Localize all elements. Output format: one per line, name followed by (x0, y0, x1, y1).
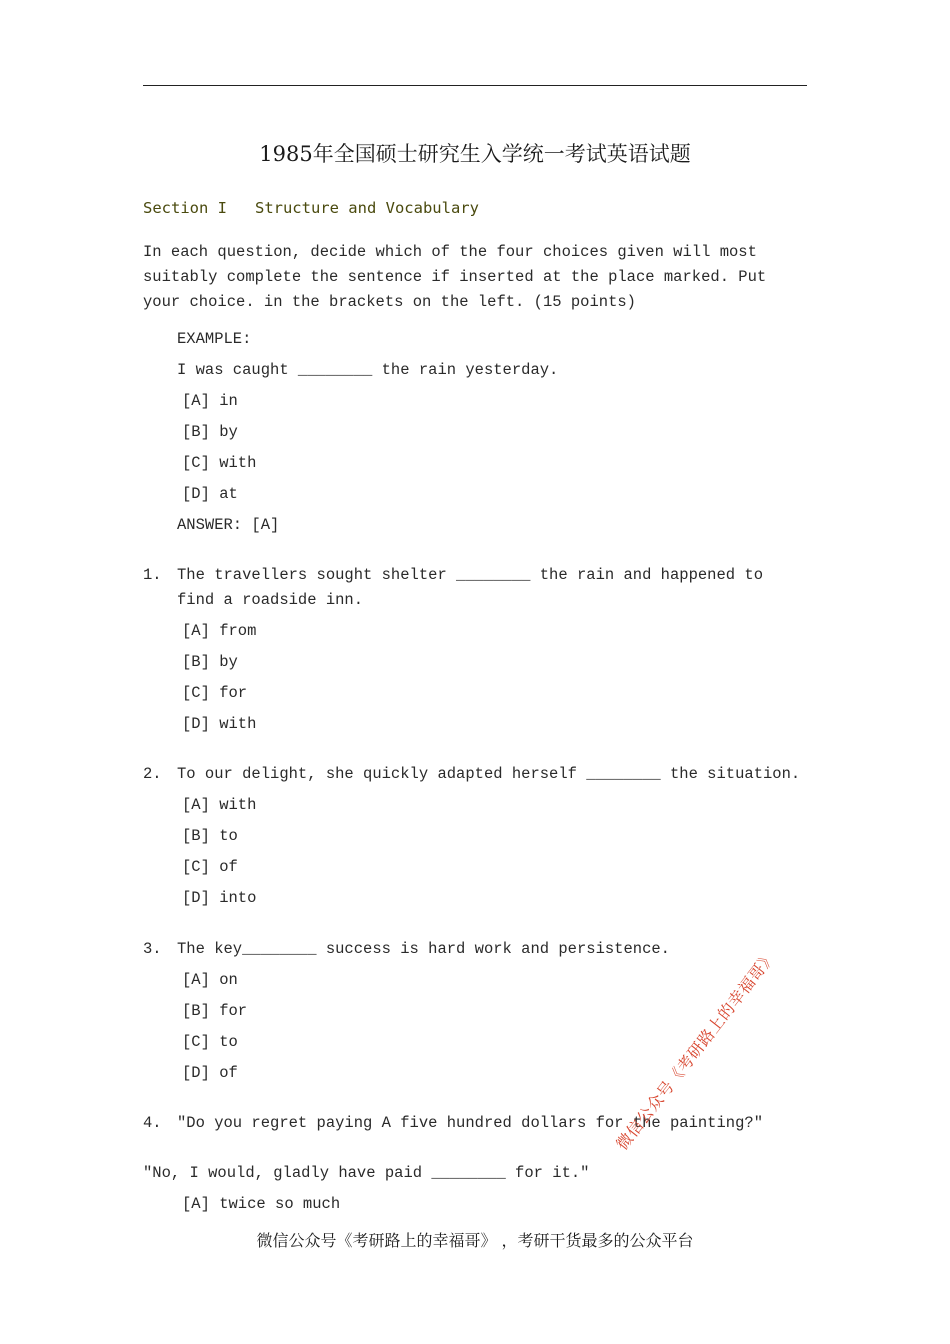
question-1-option-d: [D] with (182, 715, 257, 733)
question-2-option-b: [B] to (182, 827, 238, 845)
watermark-text: 微信公众号《考研路上的幸福哥》 (612, 946, 780, 1154)
page-footer: 微信公众号《考研路上的幸福哥》 ，考研干货最多的公众平台 (256, 1231, 694, 1250)
question-3-option-d: [D] of (182, 1064, 238, 1082)
question-3-stem: The key________ success is hard work and persistence. (177, 940, 670, 958)
question-2-number: 2. (143, 765, 162, 783)
header-rule (143, 85, 807, 86)
example-option-c: [C] with (182, 454, 257, 472)
example-option-b: [B] by (182, 423, 238, 441)
instructions-paragraph: In each question, decide which of the four choices given will most suitably complete the sentence if inserted at the place marked. Put your choice. in the brackets on the left. (15 points) (143, 243, 767, 311)
question-4-stem: "Do you regret paying A five hundred dollars for the painting?" (177, 1114, 763, 1132)
question-1-number: 1. (143, 566, 162, 584)
question-1-stem: The travellers sought shelter ________ the rain and happened to find a roadside inn. (177, 566, 763, 609)
question-3-option-b: [B] for (182, 1002, 248, 1020)
section-heading: Section I Structure and Vocabulary (143, 199, 479, 217)
question-1-option-b: [B] by (182, 653, 238, 671)
example-answer: ANSWER: [A] (177, 516, 280, 534)
question-2-option-c: [C] of (182, 858, 238, 876)
example-option-d: [D] at (182, 485, 238, 503)
question-3-option-c: [C] to (182, 1033, 238, 1051)
question-4-reply: "No, I would, gladly have paid ________ for it." (143, 1164, 590, 1182)
example-label: EXAMPLE: (177, 330, 252, 348)
question-4-number: 4. (143, 1114, 162, 1132)
question-2-option-a: [A] with (182, 796, 257, 814)
question-1-option-c: [C] for (182, 684, 248, 702)
question-4-option-a: [A] twice so much (182, 1195, 341, 1213)
question-3-number: 3. (143, 940, 162, 958)
question-2-stem: To our delight, she quickly adapted herself ________ the situation. (177, 765, 801, 783)
document-title: 1985年全国硕士研究生入学统一考试英语试题 (259, 142, 691, 166)
example-option-a: [A] in (182, 392, 238, 410)
question-3-option-a: [A] on (182, 971, 238, 989)
question-2-option-d: [D] into (182, 889, 257, 907)
example-sentence: I was caught ________ the rain yesterday. (177, 361, 559, 379)
question-1-option-a: [A] from (182, 622, 257, 640)
